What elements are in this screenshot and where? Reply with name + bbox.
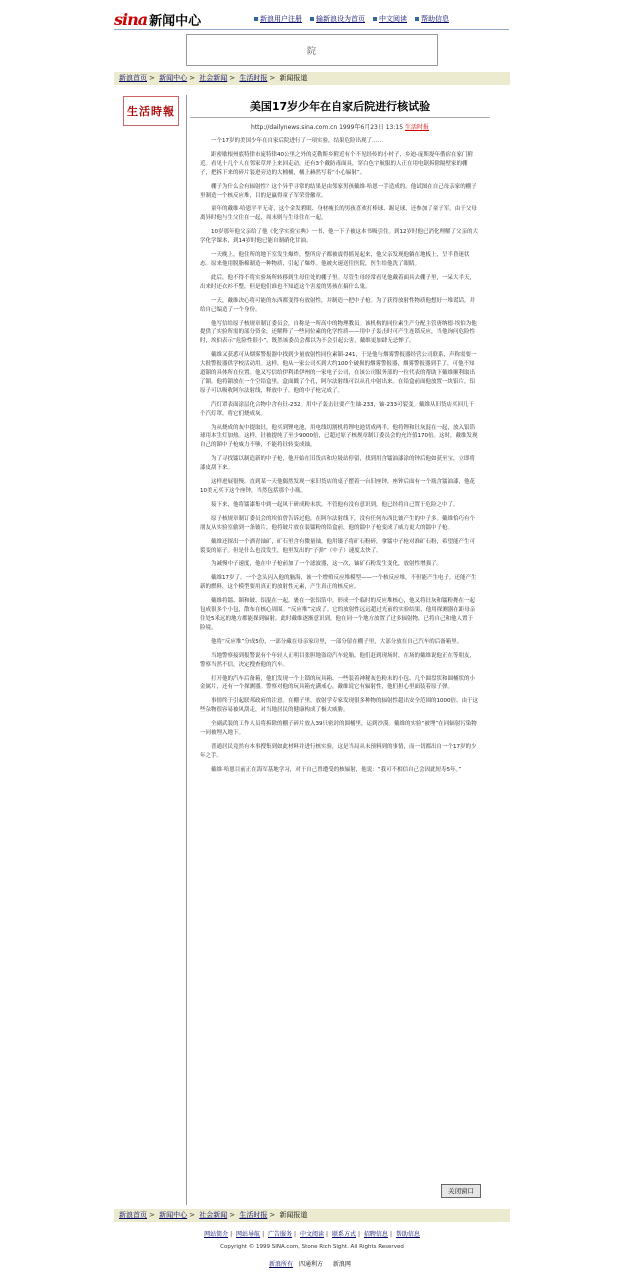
- close-window-button[interactable]: 关闭窗口: [441, 1184, 481, 1198]
- article-paragraph: 他写信给原子核规章制订委员会，自称是一所高中的物理教员。该机构的同位素生产分配主管唐纳德·埃伯为他提供了实验所需的部分资金，还解释了一些同位素的化学性质——用中子轰击时可产生连锁反应，当他询问危险性时，埃伯表示“危险性很小”。既然该委员会都以为不会引起公害，戴维更加肆无忌惮了。: [200, 320, 477, 345]
- article-paragraph: 这样进展很慢，直到某一天他偶然发现一家旧货店的桌子摆着一台旧座钟，座钟后面有一个瓶含镭油漆，他花10美元买下这个座钟，当然包括那个小瓶。: [200, 479, 476, 494]
- header-divider: [114, 29, 509, 30]
- article-paragraph: 戴维又获悉可从烟雾警报器中找到少量放射性同位素镅-241，于是他与烟雾警报器经营公司联系，声称需要一大批警报器供学校活动用。这样，他从一家公司买到大约100个破损的烟雾警报器，烟雾警报器到手了，可他不知道镅的具体所在位置。他又写信给伊利诺伊州的一家电子公司，在该公司服务部的一位代表的帮助下戴维顺利取出了镅。他将镅放在一个空铅盒里，盒面戳了个孔，阿尔法射线可以从孔中射出来。在铅盒前面他放置一块铝片，铝原子可以吸收阿尔法射线，释放中子。他的中子枪完成了。: [200, 352, 477, 394]
- article-source-link[interactable]: 生活时报: [404, 124, 429, 131]
- crumb-home[interactable]: 新浪首页: [119, 74, 147, 82]
- footer-link-sitemap[interactable]: 网站导航: [236, 1231, 261, 1238]
- crumb-current: 新闻报道: [279, 1211, 308, 1219]
- crumb-society-news[interactable]: 社会新闻: [199, 1211, 228, 1219]
- article-paragraph: 当地警察接到报警说有个年轻人正明目张胆地盗窃汽车轮胎。他们赶到现场时，在场的戴维说他正在等朋友，警察当然不信，决定搜查他的汽车。: [200, 652, 476, 668]
- article-paragraph: 为了寻找镭以制造新的中子枪，他开始在旧货店和垃圾站停留，找到用含镭油漆涂的钟后他如获至宝，立即将漆皮刮下来。: [200, 456, 476, 472]
- copyright-text: Copyright © 1999 SINA.com, Stone Rich Sight. All Rights Reserved: [220, 1244, 404, 1250]
- article-paragraph: 一个17岁的美国少年在自家后院进行了一项实验，结果危险出现了……: [211, 138, 384, 144]
- article-paragraph: 接下来，他将镭漆集中到一起风干研成粉末状。不管他有没有意识到，他已经将自己置于危险之中了。: [211, 501, 459, 508]
- top-link-homepage[interactable]: [310, 14, 365, 24]
- top-link-label[interactable]: 新浪用户注册: [260, 15, 302, 23]
- bullet-icon: [254, 17, 258, 21]
- footer-link-sina-owned[interactable]: 新浪所有: [269, 1261, 294, 1268]
- footer-link-help[interactable]: 帮助信息: [395, 1231, 420, 1238]
- footer-stone-rich: 四通利方: [298, 1261, 323, 1268]
- article-paragraph: 打开他的汽车后备箱，他们发现一个上锁的玩具箱、一些装着神秘灰色粉末的小包、几个圆盘状和圆桶状的小金属片，还有一个探测器。警察对他的玩具箱充满戒心，戴维说它有辐射性，他们担心里面装着原子弹。: [200, 675, 476, 691]
- article-paragraph: 全副武装的工作人员将拆除的棚子碎片放入39只密封的圆桶里，运到沙漠。戴维的实验“被埋”在同辐射污染物一同被埋入地下。: [200, 721, 477, 737]
- footer-link-about[interactable]: 网站简介: [204, 1231, 229, 1238]
- article-paragraph: 距密歇根州底特律市庞特律40公里之外的克勒斯乡附近有个不见经传的小村子，乡迪-庞斯堤年偕宿在家门附近。看见十几个人在邻家草坪上来回走动，还有3个戴防毒面具，穿白色宇航服的人正在用电锯拆除隔壁家的棚子，把拆下来的碎片装进旁边的大桶桶，桶上赫然写着“小心辐射”。: [200, 151, 473, 176]
- crumb-life-times[interactable]: 生活时报: [239, 74, 268, 82]
- article-paragraph: 童年的戴维·哈恩平平无奇，这个金发碧眼、身材瘦长的男孩喜欢打棒球、踢足球，还参加了童子军。由于父母离异时他与生父住在一起，周末则与生母住在一起。: [200, 206, 477, 222]
- title-divider: [190, 117, 490, 118]
- footer-link-chinese-reading[interactable]: 中文阅读: [299, 1231, 324, 1238]
- top-link-label[interactable]: 输新浪设为首页: [316, 15, 365, 23]
- article-paragraph: 戴维将镭、镅和铍、铝混在一起，裹在一张铝箔中，形成一个临时的反应堆核心，他又将钍灰和镭粉搀在一起包成很多个小包，散布在核心周围。“反应堆”完成了。它的放射性远远超过光前的实验结果，他用探测器在距母亲住处5米远的地方都能探到辐射。此时戴维逐渐意识到，他在同一个地方放置了过多辐射物，已将自己和他人置于险境。: [200, 598, 476, 631]
- crumb-news-center[interactable]: 新闻中心: [159, 1211, 188, 1219]
- top-link-help[interactable]: [415, 14, 449, 24]
- bullet-icon: [310, 17, 314, 21]
- bullet-icon: [415, 17, 419, 21]
- article-body: [200, 137, 478, 780]
- article-meta: [190, 122, 490, 131]
- sina-logo-text: sina: [114, 9, 148, 29]
- article-paragraph: 戴维还探出一个洒青铀矿，矿石里含有微量铀，他用镊子将矿石粉碎，拿镭中子枪对准矿石粉，希望能产生可裂变的原子。但是什么也没发生，他里发出的“子弹”（中子）速度太快了。: [200, 538, 476, 554]
- article-paragraph: 此后，他不得不将实验场所转移到生母住处的棚子里。尽管生母经常看见他戴着面具去棚子里，一呆大半天，出来时还衣衫不整，但是他们谁也不知道这个害羞的男孩在搞什么鬼。: [200, 274, 476, 290]
- top-link-label[interactable]: 帮助信息: [421, 15, 449, 23]
- top-nav: [254, 14, 449, 24]
- article-paragraph: 戴维17岁了。一个念头闪入他的脑海，该一个增殖反应堆模型——一个核反应堆，不但能产生电子，还能产生新的燃料，这个模型要用真正的放射性元素，产生真正的核反应。: [200, 575, 477, 591]
- article-paragraph: 一天，戴维决心将可能的东西都变得有放射性，并制造一把中子枪。为了获得放射性物质他想好一堆谎话，并给自己编造了一个身份。: [200, 297, 476, 313]
- life-times-logo: 生活時報: [123, 96, 179, 126]
- article-paragraph: 棚子为什么会有辐射性？这个异乎寻常的结果是由邻家男孩戴维·哈恩一手造成的。他试图在自己母亲家的棚子里制造一个核反应堆，目的是赢得童子军荣誉徽章。: [200, 183, 477, 199]
- article-paragraph: 汽灯罩表面涂层化合物中含有钍-232。用中子轰击钍要产生铀-233，铀-233可裂变。戴维从旧货店买回几千个汽灯罩，将它们烧成灰。: [200, 401, 474, 417]
- crumb-life-times[interactable]: 生活时报: [239, 1211, 268, 1219]
- footer-sina-net: 新浪网: [332, 1261, 351, 1268]
- top-link-label[interactable]: 中文阅读: [379, 15, 407, 23]
- top-link-register[interactable]: [254, 14, 302, 24]
- ad-banner[interactable]: [186, 34, 438, 66]
- article-paragraph: 普通居民竟然有本事搜集到如此材料并进行核实验，这是当局从未预料到的事情，而一切都出自一个17岁的少年之手。: [200, 743, 477, 759]
- breadcrumb-bottom: 新浪首页 > 新闻中心 > 社会新闻 > 生活时报 > 新闻报道: [114, 1209, 510, 1222]
- bullet-icon: [373, 17, 377, 21]
- site-header: [114, 8, 508, 30]
- article-paragraph: 戴维·哈恩目前正在海军基地学习，对于自己曾遭受的核辐射，他说：“我可不相信自己会因此短寿5年。”: [211, 766, 462, 773]
- article-title: 美国17岁少年在自家后院进行核试验: [249, 100, 431, 113]
- footer-link-contact[interactable]: 联系方式: [331, 1231, 356, 1238]
- article-paragraph: 为从烧成的灰中提取钍，他买到锂电池，用电线切割机将锂电池切成两半，他将锂和钍灰混在一起，放入铝箔球用本生灯加热。这样，钍被提纯了至少9000倍，已超过原子核规章制订委员会的允许值170倍。这时，戴维发现自己的镅中子枪威力不够，不能将钍转变成铀。: [200, 424, 478, 449]
- crumb-home[interactable]: 新浪首页: [119, 1211, 147, 1219]
- column-divider: [186, 95, 187, 1205]
- article-paragraph: 10岁那年他父亲给了他《化学实验宝典》一书，他一下子被这本书吸引住。到12岁时他已消化理解了父亲的大学化学课本，到14岁时他已能自制硝化甘油。: [200, 229, 479, 245]
- sina-news-logo[interactable]: [114, 8, 201, 30]
- article-paragraph: 他将“反应堆”分成5份，一部分藏在母亲家房里，一部分留在棚子里，大部分放在自己汽车的后备箱里。: [211, 638, 463, 645]
- news-center-text: 新闻中心: [149, 13, 202, 29]
- breadcrumb-top: 新浪首页 > 新闻中心 > 社会新闻 > 生活时报 > 新闻报道: [114, 72, 510, 85]
- article-paragraph: 事情终于引起联邦政府的注意。在棚子里，放射学专家发现很多种物的辐射性超出安全范围的1000倍。由于这些杂物很容易被风刮走，对当地居民的健康构成了极大威胁。: [200, 698, 479, 714]
- footer-ownership: [114, 1259, 510, 1268]
- footer-link-ads[interactable]: 广告服务: [268, 1231, 293, 1238]
- crumb-current: 新闻报道: [279, 74, 308, 82]
- article-paragraph: 原子核规章制订委员会的埃伯曾告诉过他，在阿尔法射线下，没有任何东西比铍产生的中子多。戴维恰巧有个朋友从实验室偷到一条铍片，他将铍片放在装镭粉的铅盒前，他的镭中子枪变成了威力更大的镭中子枪。: [200, 515, 476, 531]
- ad-placeholder-text: 院: [307, 47, 317, 57]
- footer-nav: 网站简介 | 网站导航 | 广告服务 | 中文阅读 | 联系方式 | 招聘信息 | 帮助信息: [204, 1231, 420, 1238]
- article-url-date: http://dailynews.sina.com.cn 1999年6月23日 13:15: [251, 124, 404, 131]
- footer-link-jobs[interactable]: 招聘信息: [363, 1231, 388, 1238]
- article-paragraph: 为减慢中子速度，他在中子枪前加了一个滤波器，这一次，铀矿石粉发生变化，放射性增强了。: [211, 561, 443, 568]
- top-link-chinese-reading[interactable]: [373, 14, 407, 24]
- crumb-news-center[interactable]: 新闻中心: [159, 74, 188, 82]
- article-paragraph: 一天晚上，他住所的地下室发生爆炸，整所房子都被震得摇晃起来，他父亲发现他躺在地板上，呈半昏迷状态。原来他用脱脂棉制造一种物质，引起了爆炸。他被火速送往医院，医生给他洗了眼睛。: [200, 252, 470, 267]
- crumb-society-news[interactable]: 社会新闻: [199, 74, 228, 82]
